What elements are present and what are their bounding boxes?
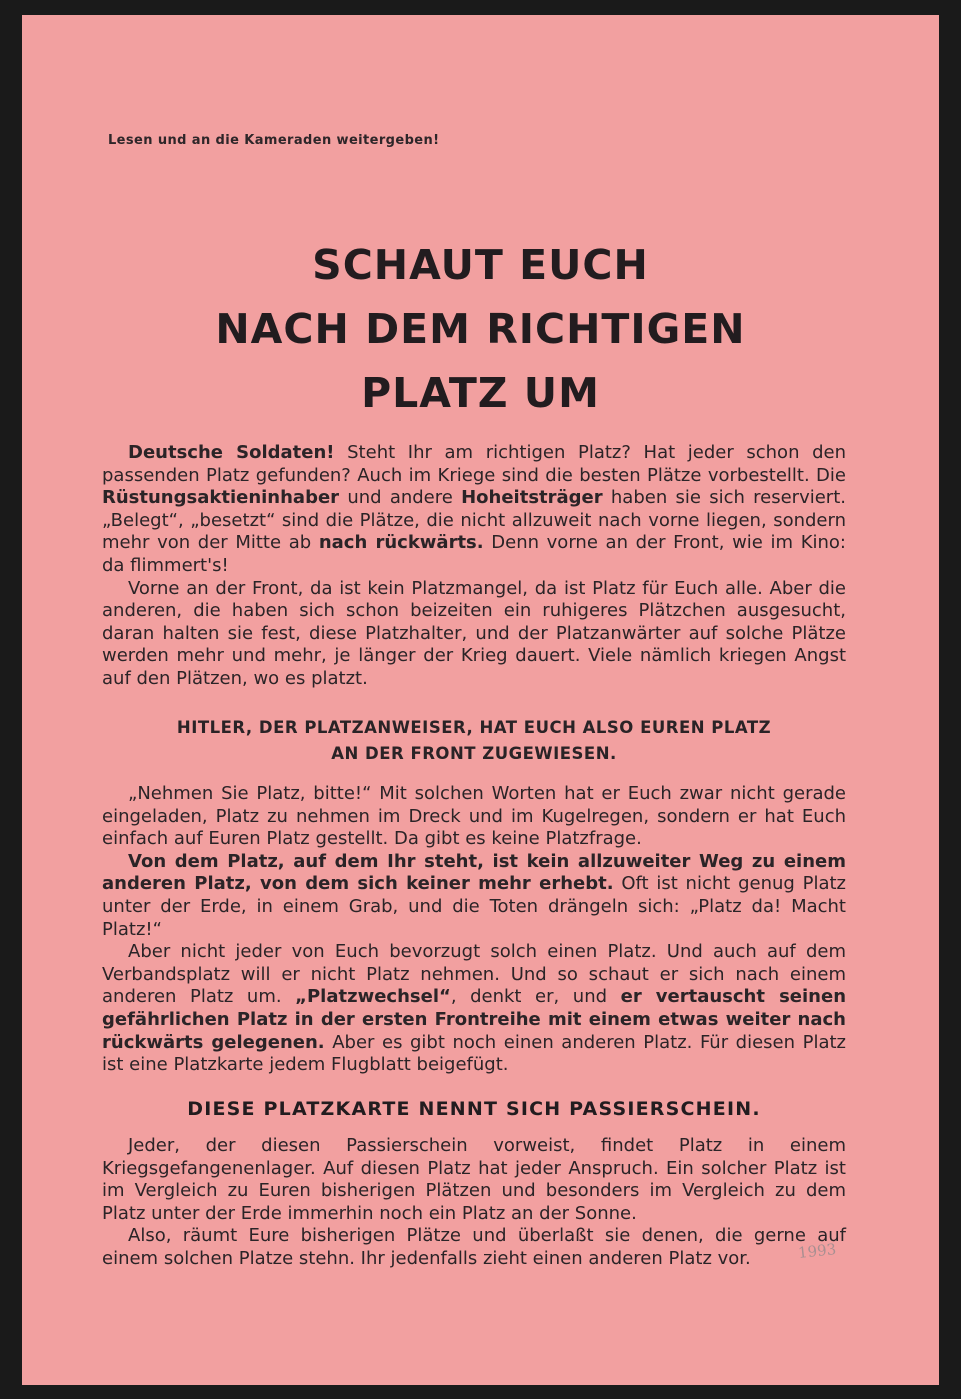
pencil-note: 1993 bbox=[797, 1240, 838, 1262]
subheading-line-2: AN DER FRONT ZUGEWIESEN. bbox=[331, 744, 617, 763]
paragraph: Vorne an der Front, da ist kein Platzmangel, da ist Platz für Euch alle. Aber die anderen, die haben sich schon beizeiten ein ruhigeres Plätzchen ausgesucht, daran halten sie fest, diese Platzhalter, und der Platzanwärter auf solche Plätze werden mehr und mehr, je länger der Krieg dauert. Viele nämlich kriegen Angst auf den Plätzen, wo es platzt. bbox=[102, 577, 846, 689]
text: , denkt er, und bbox=[450, 986, 621, 1008]
section-1 bbox=[102, 442, 846, 691]
headline bbox=[22, 233, 939, 425]
headline-line-3: PLATZ UM bbox=[361, 369, 600, 417]
emphasis: nach rückwärts. bbox=[318, 532, 484, 554]
text: Oft ist nicht genug Platz unter der Erde, in einem Grab, und die Toten drängeln sich: „Platz da! Macht Platz!“ bbox=[102, 873, 846, 940]
emphasis: Rüstungsaktieninhaber bbox=[102, 487, 340, 509]
emphasis: „Platzwechsel“ bbox=[295, 986, 451, 1008]
subheading-1 bbox=[102, 715, 846, 767]
subheading-2: DIESE PLATZKARTE NENNT SICH PASSIERSCHEIN. bbox=[187, 1098, 761, 1120]
text: und andere bbox=[339, 487, 462, 509]
paragraph: „Nehmen Sie Platz, bitte!“ Mit solchen Worten hat er Euch zwar nicht gerade eingeladen, Platz zu nehmen im Dreck und im Kugelregen, sondern er hat Euch einfach auf Euren Platz gestellt. Da gibt es keine Platzfrage. bbox=[102, 783, 846, 850]
paragraph bbox=[102, 941, 846, 1077]
text: Aber es gibt noch einen anderen Platz. Für diesen Platz ist eine Platzkarte jedem Flugblatt beigefügt. bbox=[102, 1031, 846, 1076]
emphasis: Deutsche Soldaten! bbox=[128, 442, 335, 463]
subheading-line-1: HITLER, DER PLATZANWEISER, HAT EUCH ALSO EUREN PLATZ bbox=[176, 718, 772, 737]
tagline: Lesen und an die Kameraden weitergeben! bbox=[108, 133, 440, 148]
section-3 bbox=[102, 1135, 846, 1271]
paragraph: Also, räumt Eure bisherigen Plätze und überlaßt sie denen, die gerne auf einem solchen Platze stehn. Ihr jedenfalls zieht einen anderen Platz vor. bbox=[102, 1225, 846, 1269]
text: haben sie sich reserviert. „Belegt“, „besetzt“ sind die Plätze, die nicht allzuweit nach vorne liegen, sondern mehr von der Mitte ab bbox=[102, 487, 846, 554]
text: Steht Ihr am richtigen Platz? Hat jeder schon den passenden Platz gefunden? Auch im Kriege sind die besten Plätze vorbestellt. Die bbox=[102, 442, 847, 486]
paragraph bbox=[102, 851, 846, 941]
emphasis: Hoheitsträger bbox=[461, 487, 603, 509]
paragraph: Jeder, der diesen Passierschein vorweist, findet Platz in einem Kriegsgefangenenlager. Auf diesen Platz hat jeder Anspruch. Ein solcher Platz ist im Vergleich zu Euren bisherigen Plätzen und besonders im Vergleich zu dem Platz unter der Erde immerhin noch ein Platz an der Sonne. bbox=[102, 1135, 846, 1224]
leaflet-sheet bbox=[22, 15, 939, 1385]
headline-line-2: NACH DEM RICHTIGEN bbox=[215, 305, 746, 353]
text: Denn vorne an der Front, wie im Kino: da flimmert's! bbox=[102, 532, 846, 576]
emphasis: er vertauscht seinen gefährlichen Platz in der ersten Frontreihe mit einem etwas weiter nach rückwärts gelegenen. bbox=[102, 986, 847, 1053]
text: Aber nicht jeder von Euch bevorzugt solch einen Platz. Und auch auf dem Verbandsplatz will er nicht Platz nehmen. Und so schaut er sich nach einem anderen Platz um. bbox=[102, 941, 846, 1008]
paragraph bbox=[102, 442, 846, 578]
section-2 bbox=[102, 783, 846, 1077]
emphasis: Von dem Platz, auf dem Ihr steht, ist kein allzuweiter Weg zu einem anderen Platz, von dem sich keiner mehr erhebt. bbox=[102, 850, 846, 895]
headline-line-1: SCHAUT EUCH bbox=[312, 241, 649, 289]
